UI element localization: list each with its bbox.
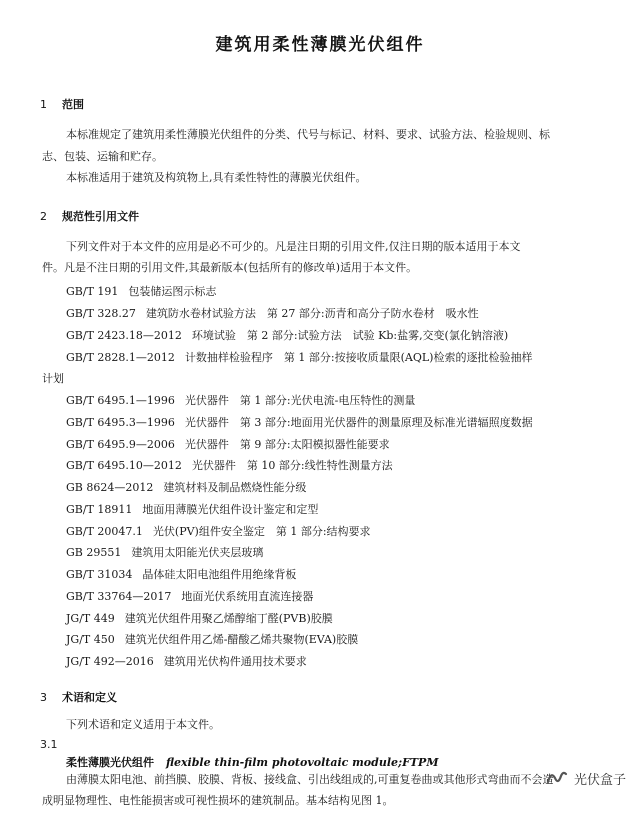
reference-item: JG/T 449 建筑光伏组件用聚乙烯醇缩丁醛(PVB)胶膜: [66, 612, 333, 625]
section-3-intro: 下列术语和定义适用于本文件。: [66, 718, 220, 731]
channel-watermark: [546, 768, 626, 788]
section-2-heading: [40, 208, 139, 224]
reference-item: GB/T 6495.9—2006 光伏器件 第 9 部分:太阳模拟器性能要求: [66, 438, 390, 451]
watermark-text: 光伏盒子: [573, 772, 626, 788]
reference-item: JG/T 450 建筑光伏组件用乙烯-醋酸乙烯共聚物(EVA)胶膜: [66, 633, 359, 646]
reference-item: GB 29551 建筑用太阳能光伏夹层玻璃: [66, 546, 264, 559]
reference-item: GB/T 328.27 建筑防水卷材试验方法 第 27 部分:沥青和高分子防水卷材 吸水性: [66, 307, 479, 320]
section-3-heading: [40, 689, 117, 705]
section-title: 范围: [62, 98, 84, 111]
section-1-paragraph: 本标准规定了建筑用柔性薄膜光伏组件的分类、代号与标记、材料、要求、试验方法、检验规则、标: [66, 128, 550, 141]
term-definition: 成明显物理性、电性能损害或可视性损坏的建筑制品。基本结构见图 1。: [42, 794, 394, 807]
section-2-paragraph: 件。凡是不注日期的引用文件,其最新版本(包括所有的修改单)适用于本文件。: [42, 261, 418, 274]
section-number: 3: [40, 691, 47, 704]
reference-item: GB 8624—2012 建筑材料及制品燃烧性能分级: [66, 481, 307, 494]
section-title: 规范性引用文件: [62, 210, 139, 223]
section-1-paragraph: 本标准适用于建筑及构筑物上,具有柔性特性的薄膜光伏组件。: [66, 171, 367, 184]
term-english: flexible thin-film photovoltaic module;FTPM: [166, 756, 439, 769]
subsection-number: 3.1: [40, 738, 58, 751]
reference-item: GB/T 18911 地面用薄膜光伏组件设计鉴定和定型: [66, 503, 319, 516]
reference-item: GB/T 31034 晶体硅太阳电池组件用绝缘背板: [66, 568, 297, 581]
section-number: 2: [40, 210, 47, 223]
term-heading: [66, 754, 439, 770]
reference-item: GB/T 6495.10—2012 光伏器件 第 10 部分:线性特性测量方法: [66, 459, 393, 472]
reference-item: GB/T 191 包装储运图示标志: [66, 285, 217, 298]
section-number: 1: [40, 98, 47, 111]
section-1-heading: [40, 96, 84, 112]
reference-item: GB/T 20047.1 光伏(PV)组件安全鉴定 第 1 部分:结构要求: [66, 525, 371, 538]
reference-item: GB/T 2423.18—2012 环境试验 第 2 部分:试验方法 试验 Kb:盐雾,交变(氯化钠溶液): [66, 329, 509, 342]
reference-item: GB/T 6495.3—1996 光伏器件 第 3 部分:地面用光伏器件的测量原理及标准光谱辐照度数据: [66, 416, 533, 429]
reference-item: JG/T 492—2016 建筑用光伏构件通用技术要求: [66, 655, 307, 668]
document-title: 建筑用柔性薄膜光伏组件: [215, 35, 425, 55]
section-2-paragraph: 下列文件对于本文件的应用是必不可少的。凡是注日期的引用文件,仅注日期的版本适用于本文: [66, 240, 521, 253]
reference-item: GB/T 6495.1—1996 光伏器件 第 1 部分:光伏电流-电压特性的测量: [66, 394, 416, 407]
term-chinese: 柔性薄膜光伏组件: [66, 756, 154, 769]
wechat-channel-icon: [546, 768, 568, 788]
section-title: 术语和定义: [62, 691, 117, 704]
term-definition: 由薄膜太阳电池、前挡膜、胶膜、背板、接线盒、引出线组成的,可重复卷曲或其他形式弯曲而不会造: [66, 773, 554, 786]
section-1-paragraph: 志、包装、运输和贮存。: [42, 150, 163, 163]
reference-item: GB/T 33764—2017 地面光伏系统用直流连接器: [66, 590, 314, 603]
reference-item-continuation: 计划: [42, 372, 64, 385]
reference-item: GB/T 2828.1—2012 计数抽样检验程序 第 1 部分:按接收质量限(AQL)检索的逐批检验抽样: [66, 351, 533, 364]
